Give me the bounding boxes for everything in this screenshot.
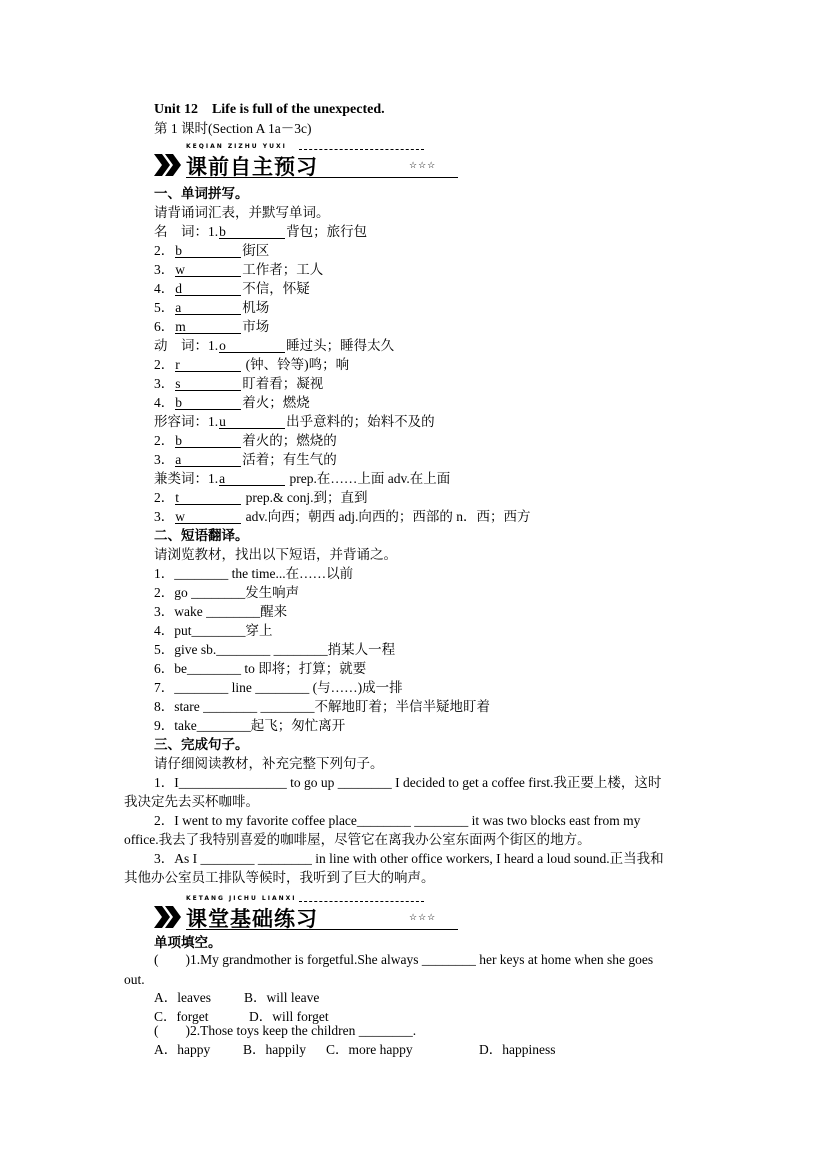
word-list [154, 222, 702, 526]
section-banner-practice [154, 895, 459, 932]
answer-blank[interactable]: w [175, 510, 241, 524]
answer-blank[interactable]: m [175, 320, 241, 334]
option-d[interactable]: D．happiness [479, 1042, 556, 1057]
sentence-line-cont: office.我去了我特别喜爱的咖啡屋，尽管它在离我办公室东面两个街区的地方。 [124, 832, 591, 847]
word-item [154, 469, 702, 488]
word-item [154, 241, 702, 260]
options-row [154, 1040, 702, 1059]
word-item [154, 431, 702, 450]
word-meaning: 不信，怀疑 [242, 281, 310, 296]
item-number: 名 词：1. [154, 224, 219, 239]
option-c[interactable]: C．forget [154, 1009, 209, 1024]
question-2 [154, 1021, 702, 1059]
item-number: 4． [154, 281, 175, 296]
word-meaning: 市场 [242, 319, 270, 334]
option-c[interactable]: C．more happy [326, 1042, 413, 1057]
item-number: 3． [154, 452, 175, 467]
answer-blank[interactable]: b [175, 434, 241, 448]
sentence-line-cont: 我决定先去买杯咖啡。 [124, 794, 259, 809]
word-item [154, 507, 702, 526]
section-heading: 一、单词拼写。 [154, 186, 249, 201]
item-number: 2． [154, 433, 175, 448]
word-item [154, 260, 702, 279]
answer-blank[interactable]: r [175, 358, 241, 372]
word-item [154, 355, 702, 374]
item-number: 3． [154, 376, 175, 391]
sentence-line: 3．As I ________ ________ in line with other office workers, I heard a loud sound.正当我和 [154, 851, 664, 866]
section-heading: 单项填空。 [154, 935, 222, 950]
word-item [154, 450, 702, 469]
answer-blank[interactable]: b [175, 244, 241, 258]
question-stem: ( )2.Those toys keep the children ________. [154, 1023, 417, 1038]
word-meaning: 活着；有生气的 [242, 452, 337, 467]
word-meaning: prep.在……上面 adv.在上面 [286, 471, 451, 486]
word-meaning: prep.& conj.到；直到 [242, 490, 368, 505]
word-meaning: 着火的；燃烧的 [242, 433, 337, 448]
banner-stars: ☆☆☆ [409, 160, 437, 170]
section-instruction: 请背诵词汇表，并默写单词。 [154, 205, 330, 220]
answer-blank[interactable]: s [175, 377, 241, 391]
answer-blank[interactable]: b [175, 396, 241, 410]
sentence-line: 2．I went to my favorite coffee place________ ________ it was two blocks east from my [154, 813, 641, 828]
word-meaning: 背包；旅行包 [286, 224, 368, 239]
item-number: 3． [154, 509, 175, 524]
word-item [154, 393, 702, 412]
section-instruction: 请浏览教材，找出以下短语，并背诵之。 [154, 547, 397, 562]
item-number: 2． [154, 490, 175, 505]
options-row [124, 988, 702, 1007]
item-number: 5． [154, 300, 175, 315]
phrase-item: 9．take________起飞；匆忙离开 [154, 718, 346, 733]
banner-title: 课堂基础练习 [186, 907, 318, 931]
item-number: 2． [154, 243, 175, 258]
phrase-item: 6．be________ to 即将；打算；就要 [154, 661, 367, 676]
section-heading: 三、完成句子。 [154, 737, 249, 752]
option-b[interactable]: B．happily [243, 1042, 306, 1057]
option-a[interactable]: A．happy [154, 1042, 211, 1057]
word-meaning: adv.向西；朝西 adj.向西的；西部的 n．西；西方 [242, 509, 531, 524]
phrase-item: 5．give sb.________ ________捎某人一程 [154, 642, 396, 657]
answer-blank[interactable]: o [219, 339, 285, 353]
banner-pinyin: KETANG JICHU LIANXI [186, 895, 297, 902]
option-d[interactable]: D．will forget [249, 1009, 329, 1024]
unit-title: Unit 12 Life is full of the unexpected. [154, 102, 385, 117]
word-item [154, 222, 702, 241]
phrase-item: 7．________ line ________ (与……)成一排 [154, 680, 403, 695]
answer-blank[interactable]: a [175, 453, 241, 467]
option-b[interactable]: B．will leave [244, 990, 320, 1005]
word-item [154, 298, 702, 317]
word-item [154, 488, 702, 507]
double-arrow-icon [154, 154, 182, 176]
banner-dash-line [299, 901, 424, 902]
word-item [154, 374, 702, 393]
phrase-list [154, 564, 702, 735]
banner-rule [186, 177, 458, 178]
answer-blank[interactable]: t [175, 491, 241, 505]
answer-blank[interactable]: w [175, 263, 241, 277]
banner-stars: ☆☆☆ [409, 912, 437, 922]
word-meaning: 街区 [242, 243, 270, 258]
item-number: 形容词：1. [154, 414, 219, 429]
section-heading: 二、短语翻译。 [154, 528, 249, 543]
phrase-item: 2．go ________发生响声 [154, 585, 300, 600]
answer-blank[interactable]: a [175, 301, 241, 315]
question-stem: ( )1.My grandmother is forgetful.She always ________ her keys at home when she goes [154, 952, 654, 967]
phrase-item: 8．stare ________ ________不解地盯着；半信半疑地盯着 [154, 699, 490, 714]
question-1 [124, 950, 702, 1026]
phrase-translation-section [154, 526, 702, 735]
answer-blank[interactable]: b [219, 225, 285, 239]
section-instruction: 请仔细阅读教材，补充完整下列句子。 [154, 756, 384, 771]
word-meaning: 机场 [242, 300, 270, 315]
phrase-item: 4．put________穿上 [154, 623, 273, 638]
word-spelling-section [154, 184, 702, 526]
answer-blank[interactable]: a [219, 472, 285, 486]
word-item [154, 336, 702, 355]
double-arrow-icon [154, 906, 182, 928]
item-number: 6． [154, 319, 175, 334]
banner-title: 课前自主预习 [186, 155, 318, 179]
word-meaning: 着火；燃烧 [242, 395, 310, 410]
answer-blank[interactable]: u [219, 415, 285, 429]
banner-pinyin: KEQIAN ZIZHU YUXI [186, 143, 287, 150]
sentence-list [124, 773, 702, 887]
banner-dash-line [299, 149, 424, 150]
sentence-line-cont: 其他办公室员工排队等候时，我听到了巨大的响声。 [124, 870, 435, 885]
answer-blank[interactable]: d [175, 282, 241, 296]
item-number: 动 词：1. [154, 338, 219, 353]
lesson-subtitle: 第 1 课时(Section A 1a－3c) [154, 121, 312, 136]
item-number: 兼类词：1. [154, 471, 219, 486]
page-header [154, 100, 702, 138]
word-item [154, 412, 702, 431]
word-meaning: 睡过头；睡得太久 [286, 338, 395, 353]
option-a[interactable]: A．leaves [154, 990, 211, 1005]
item-number: 3． [154, 262, 175, 277]
word-item [154, 317, 702, 336]
phrase-item: 1．________ the time...在……以前 [154, 566, 354, 581]
phrase-item: 3．wake ________醒来 [154, 604, 288, 619]
banner-rule [186, 929, 458, 930]
item-number: 2． [154, 357, 175, 372]
sentence-completion-section [154, 735, 702, 773]
word-meaning: 出乎意料的；始料不及的 [286, 414, 435, 429]
section-banner-preview [154, 143, 459, 180]
word-item [154, 279, 702, 298]
question-stem-cont: out. [124, 972, 145, 987]
word-meaning: 工作者；工人 [242, 262, 324, 277]
word-meaning: 盯着看；凝视 [242, 376, 324, 391]
word-meaning: (钟、铃等)鸣；响 [242, 357, 350, 372]
item-number: 4． [154, 395, 175, 410]
sentence-line: 1．I________________ to go up ________ I decided to get a coffee first.我正要上楼，这时 [154, 775, 662, 790]
